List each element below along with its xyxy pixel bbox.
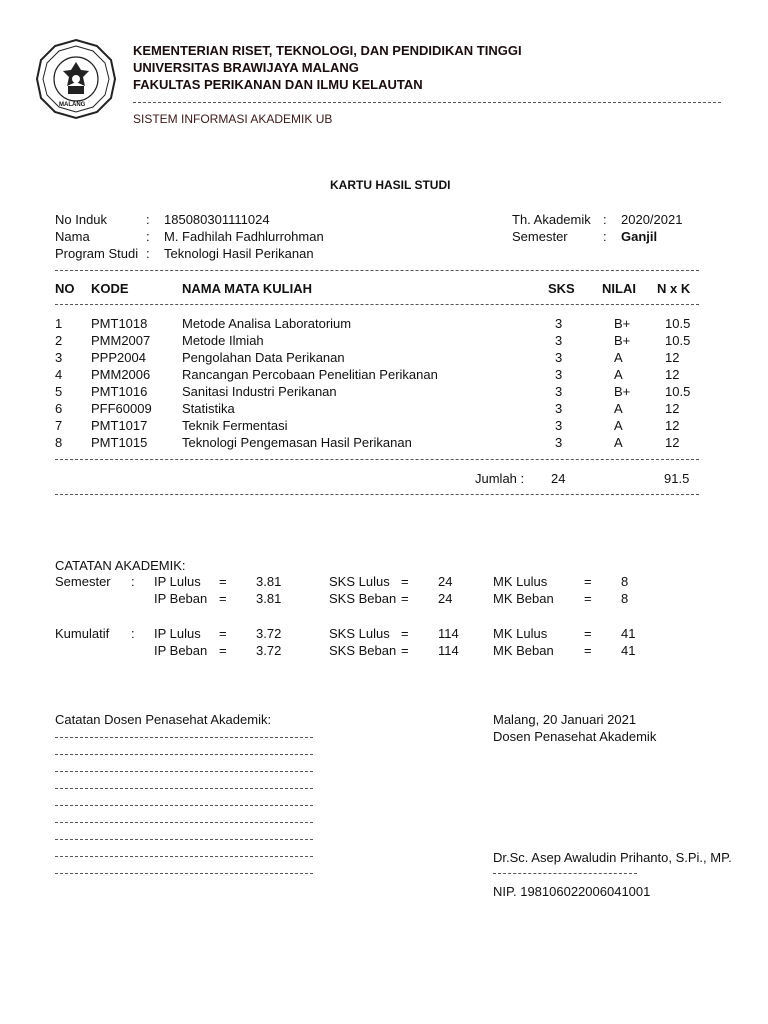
prodi-label: Program Studi: [55, 246, 139, 261]
colon: :: [146, 212, 150, 227]
row-nxk: 12: [665, 418, 680, 433]
row-sks: 3: [555, 316, 563, 331]
col-nxk: N x K: [657, 281, 691, 296]
header-ministry: KEMENTERIAN RISET, TEKNOLOGI, DAN PENDIDIKAN TINGGI: [133, 43, 522, 58]
col-no: NO: [55, 281, 75, 296]
col-nama: NAMA MATA KULIAH: [182, 281, 312, 296]
row-nxk: 12: [665, 367, 680, 382]
jumlah-nxk: 91.5: [664, 471, 690, 486]
nama-value: M. Fadhilah Fadhlurrohman: [164, 229, 324, 244]
semester-summary-row: [0, 574, 768, 591]
row-sks: 3: [555, 350, 563, 365]
table-row: [0, 367, 768, 384]
semester-summary-row: [0, 591, 768, 608]
jumlah-sks: 24: [551, 471, 566, 486]
semester-label: Semester: [55, 574, 111, 589]
mk-lulus-label: MK Lulus: [493, 626, 548, 641]
semester-label: Semester: [512, 229, 568, 244]
note-line: [55, 805, 313, 806]
row-nxk: 12: [665, 435, 680, 450]
divider: [55, 304, 699, 305]
row-sks: 3: [555, 401, 563, 416]
note-line: [55, 737, 313, 738]
row-nilai: B+: [614, 333, 631, 348]
header-university: UNIVERSITAS BRAWIJAYA MALANG: [133, 60, 359, 75]
row-no: 8: [55, 435, 63, 450]
jumlah-row: [0, 471, 768, 488]
eq: =: [584, 574, 592, 589]
note-line: [55, 839, 313, 840]
row-no: 7: [55, 418, 63, 433]
col-kode: KODE: [91, 281, 129, 296]
row-kode: PFF60009: [91, 401, 152, 416]
row-nama: Metode Ilmiah: [182, 333, 264, 348]
row-sks: 3: [555, 435, 563, 450]
university-logo: [35, 38, 117, 120]
mk-lulus-value: 41: [621, 626, 636, 641]
eq: =: [219, 591, 227, 606]
row-nxk: 10.5: [665, 384, 691, 399]
jumlah-label: Jumlah :: [475, 471, 525, 486]
advisor-role: Dosen Penasehat Akademik: [493, 729, 657, 744]
ip-lulus-value: 3.81: [256, 574, 282, 589]
table-row: [0, 401, 768, 418]
row-kode: PMT1015: [91, 435, 148, 450]
header-faculty: FAKULTAS PERIKANAN DAN ILMU KELAUTAN: [133, 77, 423, 92]
row-nilai: A: [614, 350, 623, 365]
row-nilai: A: [614, 367, 623, 382]
no-induk-label: No Induk: [55, 212, 108, 227]
colon: :: [146, 229, 150, 244]
mk-lulus-value: 8: [621, 574, 629, 589]
document-title: KARTU HASIL STUDI: [330, 178, 451, 192]
sks-beban-label: SKS Beban: [329, 591, 397, 606]
note-line: [55, 873, 313, 874]
system-name: SISTEM INFORMASI AKADEMIK UB: [133, 112, 333, 126]
th-akademik-label: Th. Akademik: [512, 212, 591, 227]
row-no: 3: [55, 350, 63, 365]
row-nilai: A: [614, 418, 623, 433]
kumulatif-summary-row: [0, 643, 768, 660]
row-kode: PMM2007: [91, 333, 151, 348]
colon: :: [131, 626, 135, 641]
divider: [55, 494, 699, 495]
row-no: 5: [55, 384, 63, 399]
table-row: [0, 350, 768, 367]
row-sks: 3: [555, 333, 563, 348]
ip-beban-value: 3.72: [256, 643, 282, 658]
eq: =: [401, 574, 409, 589]
kumulatif-label: Kumulatif: [55, 626, 110, 641]
table-row: [0, 384, 768, 401]
note-line: [55, 754, 313, 755]
note-line: [55, 822, 313, 823]
no-induk-value: 185080301111024: [164, 212, 270, 227]
row-nama: Sanitasi Industri Perikanan: [182, 384, 337, 399]
kumulatif-summary-row: [0, 626, 768, 643]
row-nama: Teknologi Pengemasan Hasil Perikanan: [182, 435, 412, 450]
row-nilai: B+: [614, 316, 631, 331]
colon: :: [603, 229, 607, 244]
row-no: 4: [55, 367, 63, 382]
row-no: 1: [55, 316, 63, 331]
mk-beban-label: MK Beban: [493, 591, 554, 606]
col-sks: SKS: [548, 281, 575, 296]
mk-beban-value: 41: [621, 643, 636, 658]
row-no: 6: [55, 401, 63, 416]
mk-beban-value: 8: [621, 591, 629, 606]
prodi-value: Teknologi Hasil Perikanan: [164, 246, 314, 261]
ip-lulus-label: IP Lulus: [154, 574, 201, 589]
eq: =: [584, 643, 592, 658]
table-header: [0, 281, 768, 298]
row-no: 2: [55, 333, 63, 348]
divider: [55, 459, 699, 460]
sks-beban-value: 24: [438, 591, 453, 606]
eq: =: [219, 626, 227, 641]
row-nxk: 10.5: [665, 316, 691, 331]
eq: =: [401, 643, 409, 658]
mk-beban-label: MK Beban: [493, 643, 554, 658]
eq: =: [584, 626, 592, 641]
table-row: [0, 435, 768, 452]
row-kode: PPP2004: [91, 350, 146, 365]
row-nilai: B+: [614, 384, 631, 399]
row-nilai: A: [614, 435, 623, 450]
row-nxk: 12: [665, 401, 680, 416]
nama-label: Nama: [55, 229, 90, 244]
eq: =: [219, 643, 227, 658]
row-nilai: A: [614, 401, 623, 416]
colon: :: [146, 246, 150, 261]
sks-lulus-label: SKS Lulus: [329, 626, 390, 641]
note-line: [55, 771, 313, 772]
colon: :: [603, 212, 607, 227]
ip-beban-label: IP Beban: [154, 591, 208, 606]
row-nama: Statistika: [182, 401, 235, 416]
ip-beban-label: IP Beban: [154, 643, 208, 658]
note-line: [55, 856, 313, 857]
sks-lulus-label: SKS Lulus: [329, 574, 390, 589]
divider: [55, 270, 699, 271]
logo-text-bottom: MALANG: [59, 102, 86, 108]
colon: :: [131, 574, 135, 589]
mk-lulus-label: MK Lulus: [493, 574, 548, 589]
row-kode: PMM2006: [91, 367, 151, 382]
row-kode: PMT1017: [91, 418, 148, 433]
th-akademik-value: 2020/2021: [621, 212, 683, 227]
semester-value: Ganjil: [621, 229, 658, 244]
row-kode: PMT1016: [91, 384, 148, 399]
ip-lulus-value: 3.72: [256, 626, 282, 641]
row-nama: Metode Analisa Laboratorium: [182, 316, 352, 331]
table-row: [0, 333, 768, 350]
eq: =: [401, 626, 409, 641]
row-nama: Pengolahan Data Perikanan: [182, 350, 345, 365]
eq: =: [401, 591, 409, 606]
sks-beban-label: SKS Beban: [329, 643, 397, 658]
sks-beban-value: 114: [438, 643, 459, 658]
advisor-name: Dr.Sc. Asep Awaludin Prihanto, S.Pi., MP.: [493, 850, 732, 865]
eq: =: [219, 574, 227, 589]
row-nama: Teknik Fermentasi: [182, 418, 288, 433]
note-line: [55, 788, 313, 789]
sks-lulus-value: 114: [438, 626, 459, 641]
row-nxk: 10.5: [665, 333, 691, 348]
place-date: Malang, 20 Januari 2021: [493, 712, 637, 727]
table-row: [0, 316, 768, 333]
header-divider: [133, 102, 721, 103]
row-sks: 3: [555, 367, 563, 382]
eq: =: [584, 591, 592, 606]
sks-lulus-value: 24: [438, 574, 453, 589]
row-sks: 3: [555, 384, 563, 399]
row-sks: 3: [555, 418, 563, 433]
ip-beban-value: 3.81: [256, 591, 282, 606]
dosen-note-label: Catatan Dosen Penasehat Akademik:: [55, 712, 272, 727]
table-row: [0, 418, 768, 435]
advisor-nip: NIP. 198106022006041001: [493, 884, 651, 899]
row-kode: PMT1018: [91, 316, 148, 331]
signature-line: [493, 873, 637, 874]
ip-lulus-label: IP Lulus: [154, 626, 201, 641]
col-nilai: NILAI: [602, 281, 636, 296]
catatan-title: CATATAN AKADEMIK:: [55, 558, 186, 573]
row-nama: Rancangan Percobaan Penelitian Perikanan: [182, 367, 438, 382]
row-nxk: 12: [665, 350, 680, 365]
